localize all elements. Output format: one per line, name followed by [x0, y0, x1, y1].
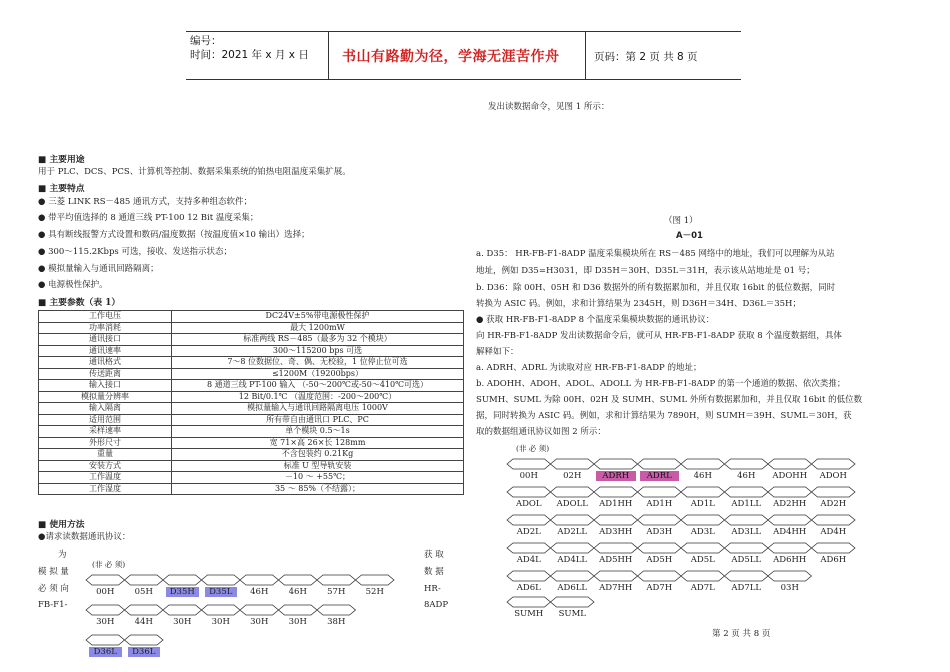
side-text-left: 必 须 向 [38, 584, 69, 594]
optional-label: (非 必 须) [516, 444, 550, 453]
bus-byte-label: AD7HH [599, 583, 633, 593]
bus-byte-label: 03H [780, 583, 799, 593]
side-text-right: 8ADP [424, 600, 449, 610]
bus-byte-label: AD4H [820, 527, 847, 537]
side-text-right: HR- [424, 584, 441, 594]
bus-byte-label: AD7LL [731, 583, 762, 593]
section-features-title: ■ 主要特点 [38, 184, 85, 194]
usage-text: 用于 PLC、DCS、PCS、计算机等控制、数据采集系统的铂热电阻温度采集扩展。 [38, 167, 351, 177]
section-usage-title: ■ 主要用途 [38, 155, 85, 165]
bus-segment [594, 487, 638, 497]
bus-segment [812, 515, 856, 525]
side-text-left: FB-F1- [38, 600, 68, 610]
bus-segment [551, 487, 595, 497]
bus-segment [594, 571, 638, 581]
bus-byte-label: AD4LL [557, 555, 588, 565]
bus-segment [768, 571, 812, 581]
time-label: 时间：2021 年 x 月 x 日 [190, 49, 309, 61]
bus-segment [86, 605, 125, 615]
bus-byte-label: 38H [327, 617, 346, 627]
feature-item: ● 三菱 LINK RS－485 通讯方式，支持多种组态软件； [38, 197, 252, 207]
bus-segment [240, 605, 279, 615]
desc-line: 取的数据组通讯协议如图 2 所示： [476, 427, 606, 437]
bus-byte-label: 30H [211, 617, 230, 627]
page-footer: 第 2 页 共 8 页 [712, 629, 771, 639]
bus-segment [163, 575, 202, 585]
feature-item: ● 模拟量输入与通讯回路隔离； [38, 264, 159, 274]
desc-line: 据，同时转换为 ASIC 码。例如，求和计算结果为 7890H，则 SUMH＝39H、SUML＝30H，获 [476, 411, 852, 421]
bus-byte-label: 46H [737, 471, 756, 481]
bus-byte-label: 46H [693, 471, 712, 481]
bus-segment [317, 605, 356, 615]
side-text-left: 为 [58, 550, 67, 560]
bus-byte-label: AD1LL [731, 499, 762, 509]
bus-byte-label: 57H [327, 587, 346, 597]
bus-byte-label: 30H [173, 617, 192, 627]
bus-segment [725, 459, 769, 469]
bus-byte-label: 02H [563, 471, 582, 481]
bus-segment [681, 487, 725, 497]
bus-segment [507, 571, 551, 581]
bus-byte-label: SUML [558, 609, 586, 619]
desc-line: 地址，例如 D35=H3031，即 D35H＝30H、D35L＝31H，表示该从站地址是 01 号； [476, 266, 815, 276]
bus-byte-label: AD2HH [773, 499, 807, 509]
page-label: 页码：第 2 页 共 8 页 [594, 51, 698, 63]
figure-caption: （图 1） [664, 216, 698, 226]
bus-byte-label: 46H [250, 587, 269, 597]
bus-segment [507, 515, 551, 525]
bus-byte-label: AD6H [820, 555, 847, 565]
section-params-title: ■ 主要参数（表 1） [38, 298, 121, 308]
bus-byte-label: ADOL [515, 499, 542, 509]
desc-line: 向 HR-FB-F1-8ADP 发出读数据命令后，就可从 HR-FB-F1-8ADP 获取 8 个温度数据组，具体 [476, 331, 842, 341]
table-row: 输入隔离 模拟量输入与通讯回路隔离电压 1000V [39, 403, 464, 415]
bus-segment [725, 487, 769, 497]
table-row: 外形尺寸 宽 71×高 26×长 128mm [39, 437, 464, 449]
bus-segment [812, 459, 856, 469]
bus-byte-label: 52H [365, 587, 384, 597]
bus-segment [202, 575, 241, 585]
bus-segment [279, 605, 318, 615]
bus-segment [725, 515, 769, 525]
bus-segment [240, 575, 279, 585]
bus-byte-label: ADOHH [772, 471, 808, 481]
bus-segment [681, 543, 725, 553]
bus-byte-label: AD5HH [599, 555, 633, 565]
bus-byte-label: D35H [166, 587, 199, 597]
bus-byte-label: D35L [205, 587, 238, 597]
bus-segment [279, 575, 318, 585]
bus-byte-label: AD1HH [599, 499, 633, 509]
bus-segment [725, 571, 769, 581]
table-row: 工作温度 －10 ～ +55℃； [39, 472, 464, 484]
table-row: 功率消耗 最大 1200mW [39, 322, 464, 334]
bus-byte-label: D36L [128, 647, 161, 657]
bus-segment [507, 459, 551, 469]
bus-byte-label: ADOLL [556, 499, 588, 509]
desc-line: 转换为 ASIC 码。例如，求和计算结果为 2345H，则 D36H＝34H、D36L＝35H； [476, 299, 801, 309]
optional-label: (非 必 须) [92, 560, 126, 569]
bus-byte-label: AD7L [690, 583, 715, 593]
table-row: 采样速率 单个模块 0.5～1s [39, 426, 464, 438]
bus-segment [551, 543, 595, 553]
bus-byte-label: 00H [519, 471, 538, 481]
bus-byte-label: AD6HH [773, 555, 807, 565]
desc-line: b. ADOHH、ADOH、ADOL、ADOLL 为 HR-FB-F1-8ADP 的第一个通道的数据、依次类推； [476, 379, 846, 389]
table-row: 模拟量分辨率 12 Bit/0.1℃ （温度范围：-200～200℃） [39, 391, 464, 403]
request-protocol-label: ●请求读数据通讯协议： [38, 532, 131, 542]
table-row: 适用范围 所有带自由通讯口 PLC、PC [39, 414, 464, 426]
bus-segment [681, 459, 725, 469]
side-text-right: 获 取 [424, 550, 444, 560]
bus-segment [125, 605, 164, 615]
header-divider-right [585, 31, 586, 80]
bus-byte-label: AD5LL [731, 555, 762, 565]
bus-byte-label: 30H [288, 617, 307, 627]
bus-segment [86, 635, 125, 645]
bus-byte-label: 46H [288, 587, 307, 597]
desc-line: b. D36：除 00H、05H 和 D36 数据外的所有数据累加和，并且仅取 16bit 的低位数据，同时 [476, 283, 836, 293]
bus-segment [356, 575, 395, 585]
bus-segment [768, 487, 812, 497]
table-row: 通讯格式 7～8 位数据位、奇、偶、无校验，1 位停止位可选 [39, 357, 464, 369]
bus-segment [594, 543, 638, 553]
bus-segment [638, 571, 682, 581]
bus-segment [768, 543, 812, 553]
bus-segment [638, 515, 682, 525]
bus-byte-label: AD3L [690, 527, 715, 537]
params-table [38, 310, 464, 495]
table-row: 工作电压 DC24V±5%带电源极性保护 [39, 311, 464, 323]
table-row: 传送距离 ≤1200M（19200bps） [39, 368, 464, 380]
bus-segment [125, 575, 164, 585]
bus-byte-label: SUMH [514, 609, 544, 619]
table-row: 输入接口 8 通道三线 PT-100 输入 （-50～200℃或-50～410℃可选） [39, 380, 464, 392]
desc-line: 解释如下： [476, 347, 519, 357]
figure-title: A－01 [676, 231, 703, 241]
bus-segment [768, 515, 812, 525]
bus-segment [551, 597, 595, 607]
bus-segment [86, 575, 125, 585]
bus-byte-label: AD7H [646, 583, 673, 593]
bus-byte-label: 05H [134, 587, 153, 597]
bus-segment [681, 571, 725, 581]
bus-segment [507, 487, 551, 497]
bus-segment [638, 459, 682, 469]
bus-byte-label: 30H [96, 617, 115, 627]
bus-byte-label: 00H [96, 587, 115, 597]
bus-byte-label: ADRL [640, 471, 680, 481]
table-row: 通讯速率 300～115200 bps 可选 [39, 345, 464, 357]
bus-byte-label: AD6L [516, 583, 541, 593]
bus-segment [507, 597, 551, 607]
bus-byte-label: AD6LL [557, 583, 588, 593]
desc-line: SUMH、SUML 为除 00H、02H 及 SUMH、SUML 外所有数据累加和，并且仅取 16bit 的低位数 [476, 395, 863, 405]
bus-byte-label: AD5H [646, 555, 673, 565]
desc-line: ● 获取 HR-FB-F1-8ADP 8 个温度采集模块数据的通讯协议： [476, 315, 715, 325]
bus-byte-label: 44H [134, 617, 153, 627]
bus-segment [681, 515, 725, 525]
header-bottom-rule [186, 79, 741, 80]
bus-segment [638, 487, 682, 497]
side-text-right: 数 据 [424, 567, 444, 577]
bus-segment [638, 543, 682, 553]
bus-byte-label: AD1L [690, 499, 715, 509]
motto: 书山有路勤为径，学海无涯苦作舟 [342, 49, 560, 65]
bus-segment [812, 487, 856, 497]
table-row: 安装方式 标准 U 型导轨安装 [39, 460, 464, 472]
bus-byte-label: AD1H [646, 499, 673, 509]
feature-item: ● 带平均值选择的 8 通道三线 PT-100 12 Bit 温度采集； [38, 213, 259, 223]
bus-byte-label: 30H [250, 617, 269, 627]
bus-segment [594, 515, 638, 525]
bus-segment [317, 575, 356, 585]
bus-segment [507, 543, 551, 553]
number-label: 编号： [190, 35, 222, 47]
bus-byte-label: AD3H [646, 527, 673, 537]
bus-segment [163, 605, 202, 615]
desc-line: a. ADRH、ADRL 为读取对应 HR-FB-F1-8ADP 的地址； [476, 363, 702, 373]
bus-segment [551, 571, 595, 581]
bus-segment [812, 543, 856, 553]
bus-segment [725, 543, 769, 553]
feature-item: ● 电源极性保护。 [38, 280, 108, 290]
table-row: 重量 不含包装约 0.21Kg [39, 449, 464, 461]
bus-byte-label: AD2H [820, 499, 847, 509]
bus-segment [125, 635, 164, 645]
feature-item: ● 300～115.2Kbps 可选，接收、发送指示状态； [38, 247, 232, 257]
bus-segment [551, 515, 595, 525]
intro-text: 发出读数据命令，见图 1 所示： [488, 102, 610, 112]
section-method-title: ■ 使用方法 [38, 520, 85, 530]
bus-byte-label: AD4L [516, 555, 541, 565]
bus-segment [551, 459, 595, 469]
bus-byte-label: AD2L [516, 527, 541, 537]
bus-byte-label: AD4HH [773, 527, 807, 537]
bus-byte-label: D36L [89, 647, 122, 657]
table-row: 通讯接口 标准两线 RS－485（最多为 32 个模块） [39, 334, 464, 346]
bus-byte-label: AD3LL [731, 527, 762, 537]
bus-segment [768, 459, 812, 469]
side-text-left: 模 拟 量 [38, 567, 69, 577]
desc-line: a. D35： HR-FB-F1-8ADP 温度采集模块所在 RS－485 网络中的地址，我们可以理解为从站 [476, 249, 835, 259]
header-top-rule [186, 31, 741, 32]
bus-byte-label: ADRH [596, 471, 636, 481]
bus-byte-label: AD2LL [557, 527, 588, 537]
bus-segment [594, 459, 638, 469]
table-row: 工作湿度 35 ～ 85%（不结露）； [39, 483, 464, 495]
bus-byte-label: AD3HH [599, 527, 633, 537]
bus-byte-label: ADOH [819, 471, 847, 481]
header-divider-left [328, 31, 329, 80]
bus-segment [202, 605, 241, 615]
bus-byte-label: AD5L [690, 555, 715, 565]
feature-item: ● 具有断线报警方式设置和数码/温度数据（按温度值×10 输出）选择； [38, 230, 310, 240]
